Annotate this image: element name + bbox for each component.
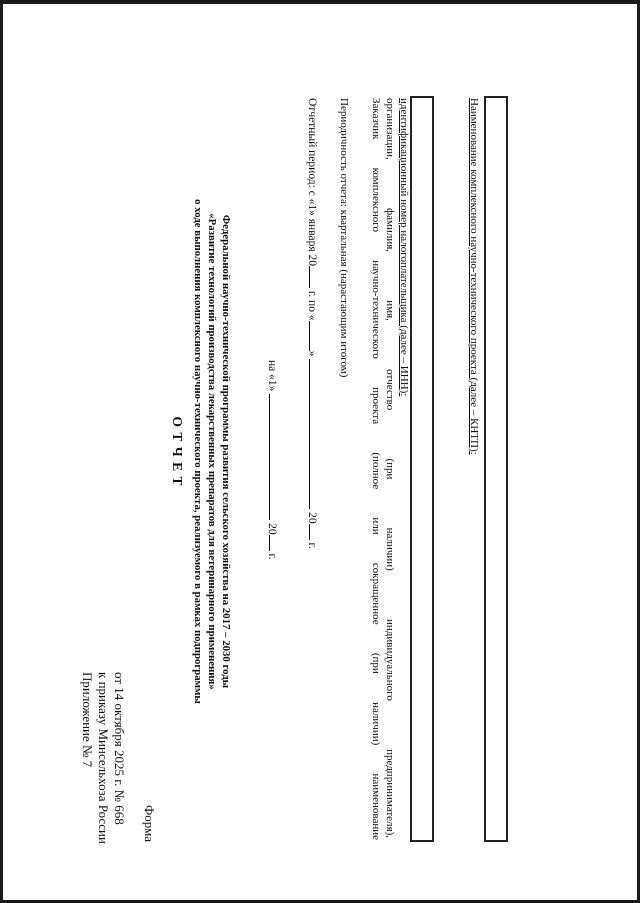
period-from: Отчетный период: с «1» января 20 <box>306 98 318 267</box>
as-of-prefix: на «1» <box>266 360 278 392</box>
as-of-date <box>265 360 280 560</box>
customer-label-line-2: организации, фамилия, имя, отчество (при наличии) индивидуального предпринимателя), <box>384 98 396 838</box>
period-from-year-blank[interactable] <box>309 266 320 288</box>
as-of-day-month-blank[interactable] <box>269 394 280 520</box>
customer-input-box[interactable] <box>410 96 434 842</box>
period-to-year-blank[interactable] <box>309 524 320 540</box>
as-of-year-blank[interactable] <box>269 535 280 551</box>
report-heading: О Т Ч Е Т <box>170 416 185 487</box>
project-name-input-box[interactable] <box>484 96 508 842</box>
report-title-line-2: «Развитие технологий производства лекарственных препаратов для ветеринарного применения» <box>206 213 218 690</box>
form-label: Форма <box>142 805 157 842</box>
period-to-year-prefix: 20 <box>306 512 318 524</box>
period-to-close: » <box>306 350 318 357</box>
report-periodicity: Периодичность отчета: квартальная (нарастающим итогом) <box>338 98 350 378</box>
reporting-period <box>305 98 320 549</box>
report-title-line-1: о ходе выполнения комплексного научно-технического проекта, реализуемого в рамках подпрограммы <box>192 199 204 704</box>
report-title-line-3: Федеральной научно-технической программы развития сельского хозяйства на 2017 – 2030 годы <box>220 214 232 689</box>
as-of-year-prefix: 20 <box>266 523 278 535</box>
as-of-year-suffix: г. <box>266 553 278 560</box>
customer-label-line-3: идентификационный номер налогоплательщика (далее – ИНН): <box>398 98 410 397</box>
period-to-month-blank[interactable] <box>309 359 320 509</box>
appendix-number: Приложение № 7 <box>80 672 95 768</box>
period-to: г. по « <box>306 290 318 321</box>
customer-label-line-1: Заказчик комплексного научно-технического проекта (полное или сокращенное (при наличии) наименование <box>370 98 382 840</box>
project-name-label: Наименование комплексного научно-технического проекта (далее – КНТП): <box>468 98 480 455</box>
period-to-year-suffix: г. <box>306 542 318 549</box>
period-to-day-blank[interactable] <box>309 321 320 351</box>
order-date: от 14 октября 2025 г. № 668 <box>112 672 127 825</box>
order-reference: к приказу Минсельхоза России <box>96 672 111 844</box>
